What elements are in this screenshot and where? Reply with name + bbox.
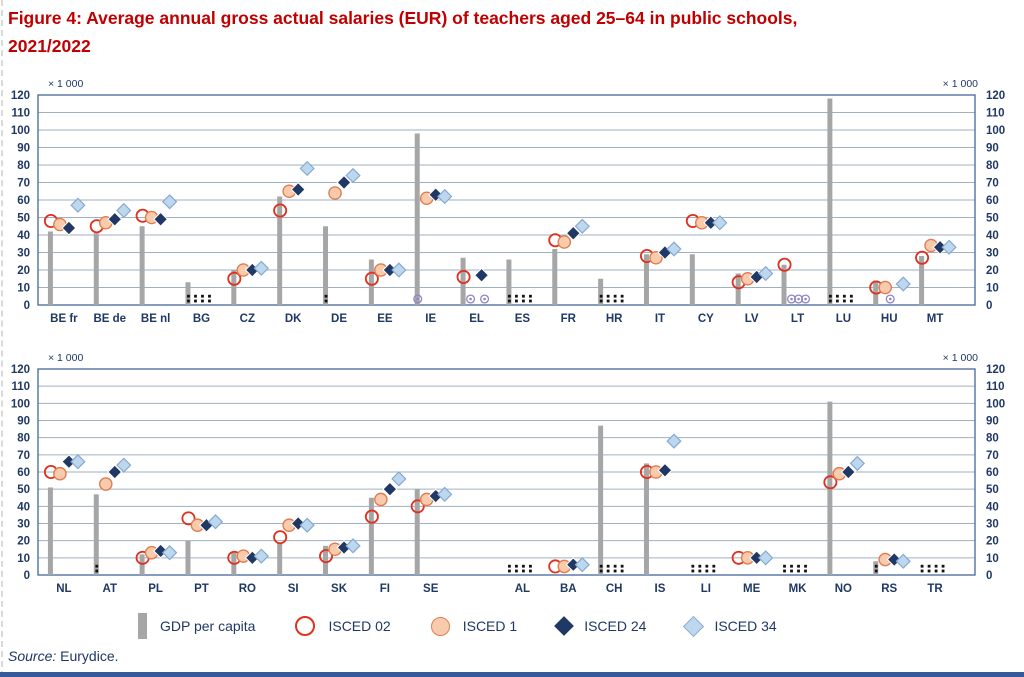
- gdp-bar-icon: [138, 613, 147, 639]
- country-label: ME: [743, 583, 761, 595]
- missing-data-colon: [614, 295, 617, 298]
- missing-data-colon: [95, 565, 98, 568]
- country-label: BE nl: [140, 313, 171, 325]
- y-tick-label-left: 20: [17, 535, 30, 548]
- footer-accent-bar: [0, 672, 1024, 677]
- country-label: TR: [927, 583, 943, 595]
- gdp-bar: [231, 270, 236, 305]
- y-tick-label-left: 90: [17, 415, 30, 428]
- missing-data-colon: [843, 295, 846, 298]
- country-label: IE: [425, 313, 437, 325]
- gdp-bar: [415, 134, 420, 306]
- gdp-bar: [415, 489, 420, 575]
- marker-isced34: [667, 434, 681, 448]
- y-tick-label-right: 40: [986, 501, 999, 514]
- country-label: IT: [654, 313, 666, 325]
- missing-data-colon: [783, 570, 786, 573]
- not-applicable-marker-dot: [483, 298, 486, 301]
- country-label: AL: [514, 583, 531, 595]
- missing-data-colon: [850, 295, 853, 298]
- missing-data-colon: [508, 570, 511, 573]
- y-tick-label-right: 110: [986, 107, 1005, 120]
- y-tick-label-left: 100: [10, 125, 30, 137]
- missing-data-colon: [691, 565, 694, 568]
- gdp-bar: [94, 233, 99, 305]
- missing-data-colon: [935, 570, 938, 573]
- legend-label-isced1: ISCED 1: [462, 618, 518, 634]
- marker-isced1: [879, 281, 891, 293]
- y-tick-label-left: 90: [17, 142, 30, 155]
- legend-item-isced24: [557, 618, 646, 634]
- y-tick-label-right: 110: [986, 381, 1005, 394]
- missing-data-colon: [194, 295, 197, 298]
- country-label: EE: [377, 313, 393, 325]
- gdp-bar: [369, 260, 374, 306]
- country-label: IS: [654, 583, 666, 595]
- gdp-bar: [48, 232, 53, 306]
- country-label: LT: [790, 313, 805, 325]
- bottom-panel-chart: [0, 345, 1024, 607]
- legend-item-isced02: [295, 616, 390, 636]
- legend-item-gdp: [138, 613, 255, 639]
- marker-isced1: [100, 478, 112, 490]
- gdp-bar: [369, 498, 374, 575]
- missing-data-colon: [836, 300, 839, 303]
- y-tick-label-left: 120: [10, 90, 30, 102]
- missing-data-colon: [935, 565, 938, 568]
- y-tick-label-left: 40: [17, 230, 30, 242]
- country-label: SK: [331, 583, 348, 595]
- country-label: HU: [880, 313, 898, 325]
- country-label: BE de: [93, 313, 127, 325]
- missing-data-colon: [942, 570, 945, 573]
- gdp-bar: [94, 494, 99, 575]
- y-tick-label-left: 60: [17, 467, 30, 479]
- missing-data-colon: [522, 565, 525, 568]
- country-label: HR: [605, 313, 623, 325]
- gdp-bar: [461, 258, 466, 305]
- y-tick-label-right: 10: [986, 282, 999, 295]
- missing-data-colon: [508, 300, 511, 303]
- legend-label-isced34: ISCED 34: [714, 618, 777, 634]
- missing-data-colon: [705, 565, 708, 568]
- country-label: LV: [744, 313, 759, 325]
- country-label: CH: [605, 583, 623, 595]
- not-applicable-marker-dot: [469, 298, 472, 301]
- missing-data-colon: [194, 300, 197, 303]
- country-label: MT: [926, 313, 944, 325]
- y-tick-label-right: 80: [986, 160, 999, 172]
- y-tick-label-left: 70: [17, 449, 30, 462]
- y-tick-label-left: 110: [11, 381, 30, 394]
- missing-data-colon: [705, 570, 708, 573]
- y-tick-label-right: 10: [986, 552, 999, 565]
- missing-data-colon: [201, 300, 204, 303]
- y-tick-label-right: 80: [986, 432, 999, 445]
- marker-isced34: [117, 204, 131, 218]
- y-tick-label-left: 80: [17, 432, 30, 445]
- country-label: MK: [788, 583, 807, 595]
- gdp-bar: [277, 542, 282, 575]
- missing-data-colon: [921, 570, 924, 573]
- missing-data-colon: [201, 295, 204, 298]
- missing-data-colon: [712, 570, 715, 573]
- country-label: CZ: [239, 313, 255, 325]
- missing-data-colon: [829, 300, 832, 303]
- country-label: SI: [287, 583, 299, 595]
- marker-isced34: [71, 455, 85, 469]
- y-tick-label-left: 30: [17, 518, 30, 531]
- marker-isced1: [558, 236, 570, 248]
- missing-data-colon: [600, 570, 603, 573]
- missing-data-colon: [790, 565, 793, 568]
- marker-isced34: [851, 457, 865, 471]
- not-applicable-marker-dot: [889, 298, 892, 301]
- missing-data-colon: [529, 565, 532, 568]
- y-tick-label-left: 100: [10, 398, 30, 411]
- y-tick-label-right: 40: [986, 230, 999, 242]
- missing-data-colon: [928, 570, 931, 573]
- not-applicable-marker-dot: [804, 298, 807, 301]
- missing-data-colon: [621, 565, 624, 568]
- country-label: DE: [331, 313, 348, 325]
- missing-data-colon: [804, 565, 807, 568]
- y-tick-label-right: 20: [986, 265, 999, 277]
- country-label: NO: [834, 583, 852, 595]
- missing-data-colon: [621, 295, 624, 298]
- missing-data-colon: [783, 565, 786, 568]
- missing-data-colon: [790, 570, 793, 573]
- missing-data-colon: [797, 565, 800, 568]
- gdp-bar: [552, 249, 557, 305]
- marker-isced1: [329, 187, 341, 199]
- missing-data-colon: [607, 300, 610, 303]
- top-panel-chart: [0, 70, 1024, 338]
- y-tick-label-right: 90: [986, 142, 999, 155]
- marker-isced34: [759, 551, 773, 565]
- missing-data-colon: [698, 570, 701, 573]
- legend-label-isced24: ISCED 24: [584, 618, 647, 634]
- missing-data-colon: [515, 300, 518, 303]
- missing-data-colon: [621, 570, 624, 573]
- figure-title: [8, 4, 1008, 60]
- y-tick-label-left: 0: [23, 570, 30, 582]
- missing-data-colon: [829, 295, 832, 298]
- source-note: [8, 648, 119, 664]
- gdp-bar: [873, 561, 878, 575]
- y-tick-label-left: 10: [17, 282, 30, 295]
- country-label: AT: [102, 583, 118, 595]
- country-label: EL: [469, 313, 484, 325]
- missing-data-colon: [621, 300, 624, 303]
- y-tick-label-right: 120: [986, 364, 1006, 376]
- missing-data-colon: [797, 570, 800, 573]
- gdp-bar: [185, 541, 190, 575]
- missing-data-colon: [614, 565, 617, 568]
- not-applicable-marker-dot: [416, 298, 419, 301]
- missing-data-colon: [529, 300, 532, 303]
- figure-title-line1: Figure 4: Average annual gross actual salaries (EUR) of teachers aged 25–64 in public schools,: [8, 8, 798, 28]
- missing-data-colon: [712, 565, 715, 568]
- country-label: BA: [559, 583, 577, 595]
- country-label: CY: [697, 313, 714, 325]
- missing-data-colon: [614, 300, 617, 303]
- missing-data-colon: [187, 300, 190, 303]
- missing-data-colon: [208, 295, 211, 298]
- missing-data-colon: [515, 570, 518, 573]
- missing-data-colon: [522, 295, 525, 298]
- y-tick-label-left: 80: [17, 160, 30, 172]
- y-tick-label-right: 0: [986, 570, 993, 582]
- marker-isced34: [896, 277, 910, 291]
- y-tick-label-right: 0: [986, 300, 993, 312]
- missing-data-colon: [614, 570, 617, 573]
- country-label: BE fr: [50, 313, 78, 325]
- y-tick-label-right: 100: [986, 125, 1006, 137]
- missing-data-colon: [698, 565, 701, 568]
- country-label: FR: [560, 313, 576, 325]
- missing-data-colon: [691, 570, 694, 573]
- y-tick-label-right: 100: [986, 398, 1006, 411]
- missing-data-colon: [875, 570, 878, 573]
- isced34-marker-icon: [683, 615, 704, 636]
- y-tick-label-left: 70: [17, 177, 30, 190]
- missing-data-colon: [600, 300, 603, 303]
- legend-label-gdp: GDP per capita: [160, 618, 256, 634]
- missing-data-colon: [607, 295, 610, 298]
- y-tick-label-left: 50: [17, 484, 30, 497]
- missing-data-colon: [804, 570, 807, 573]
- missing-data-colon: [515, 565, 518, 568]
- missing-data-colon: [515, 295, 518, 298]
- legend-item-isced1: [431, 617, 517, 636]
- chart-legend: [138, 613, 803, 639]
- marker-isced34: [300, 162, 314, 176]
- gdp-bar: [644, 463, 649, 575]
- missing-data-colon: [208, 300, 211, 303]
- gdp-bar: [48, 487, 53, 575]
- y-tick-label-left: 20: [17, 265, 30, 277]
- missing-data-colon: [508, 565, 511, 568]
- figure-title-line2: 2021/2022: [8, 36, 91, 56]
- missing-data-colon: [942, 565, 945, 568]
- country-label: RO: [238, 583, 256, 595]
- missing-data-colon: [843, 300, 846, 303]
- y-tick-label-left: 10: [17, 552, 30, 565]
- gdp-bar: [506, 260, 511, 306]
- isced02-marker-icon: [295, 616, 315, 636]
- source-prefix: Source:: [8, 648, 57, 664]
- y-tick-label-right: 20: [986, 535, 999, 548]
- country-label: RS: [881, 583, 898, 595]
- country-label: PT: [194, 583, 209, 595]
- country-label: DK: [284, 313, 302, 325]
- missing-data-colon: [325, 300, 328, 303]
- axis-unit-label-left: × 1 000: [48, 352, 84, 364]
- gdp-bar: [140, 226, 145, 305]
- source-text: Eurydice.: [56, 648, 119, 664]
- missing-data-colon: [600, 295, 603, 298]
- y-tick-label-left: 120: [10, 364, 30, 376]
- isced1-marker-icon: [431, 617, 450, 636]
- missing-data-colon: [875, 565, 878, 568]
- marker-isced1: [54, 468, 66, 480]
- y-tick-label-left: 40: [17, 501, 30, 514]
- axis-unit-label-left: × 1 000: [48, 78, 84, 90]
- marker-isced24: [383, 482, 397, 496]
- gdp-bar: [736, 274, 741, 306]
- country-label: PL: [148, 583, 163, 595]
- marker-isced34: [163, 195, 177, 209]
- country-label: LI: [700, 583, 711, 595]
- gdp-bar: [277, 197, 282, 306]
- not-applicable-marker-dot: [797, 298, 800, 301]
- gdp-bar: [323, 226, 328, 305]
- y-tick-label-left: 110: [11, 107, 30, 120]
- marker-isced34: [575, 558, 589, 572]
- missing-data-colon: [836, 295, 839, 298]
- y-tick-label-right: 50: [986, 484, 999, 497]
- y-tick-label-right: 90: [986, 415, 999, 428]
- missing-data-colon: [95, 570, 98, 573]
- missing-data-colon: [921, 565, 924, 568]
- missing-data-colon: [508, 295, 511, 298]
- y-tick-label-right: 70: [986, 449, 999, 462]
- country-label: BG: [192, 313, 211, 325]
- legend-item-isced34: [686, 618, 776, 634]
- country-label: ES: [514, 313, 531, 325]
- marker-isced1: [375, 493, 387, 505]
- not-applicable-marker-dot: [790, 298, 793, 301]
- gdp-bar: [690, 254, 695, 305]
- axis-unit-label-right: × 1 000: [942, 78, 978, 90]
- isced24-marker-icon: [554, 616, 574, 636]
- y-tick-label-left: 30: [17, 247, 30, 260]
- missing-data-colon: [928, 565, 931, 568]
- country-label: SE: [423, 583, 439, 595]
- missing-data-colon: [850, 300, 853, 303]
- legend-label-isced02: ISCED 02: [328, 618, 391, 634]
- missing-data-colon: [187, 295, 190, 298]
- marker-isced02: [274, 531, 286, 543]
- country-label: FI: [379, 583, 390, 595]
- y-tick-label-right: 30: [986, 247, 999, 260]
- missing-data-colon: [607, 565, 610, 568]
- missing-data-colon: [522, 570, 525, 573]
- y-tick-label-right: 70: [986, 177, 999, 190]
- y-tick-label-left: 50: [17, 212, 30, 225]
- country-label: LU: [835, 313, 852, 325]
- y-tick-label-right: 60: [986, 467, 999, 479]
- axis-unit-label-right: × 1 000: [942, 352, 978, 364]
- y-tick-label-left: 0: [23, 300, 30, 312]
- missing-data-colon: [600, 565, 603, 568]
- missing-data-colon: [607, 570, 610, 573]
- y-tick-label-right: 120: [986, 90, 1006, 102]
- missing-data-colon: [529, 570, 532, 573]
- missing-data-colon: [522, 300, 525, 303]
- marker-isced34: [392, 263, 406, 277]
- missing-data-colon: [529, 295, 532, 298]
- marker-isced34: [392, 472, 406, 486]
- gdp-bar: [598, 426, 603, 575]
- gdp-bar: [827, 99, 832, 306]
- y-tick-label-left: 60: [17, 195, 30, 207]
- y-tick-label-right: 60: [986, 195, 999, 207]
- country-label: NL: [56, 583, 72, 595]
- y-tick-label-right: 50: [986, 212, 999, 225]
- missing-data-colon: [325, 295, 328, 298]
- y-tick-label-right: 30: [986, 518, 999, 531]
